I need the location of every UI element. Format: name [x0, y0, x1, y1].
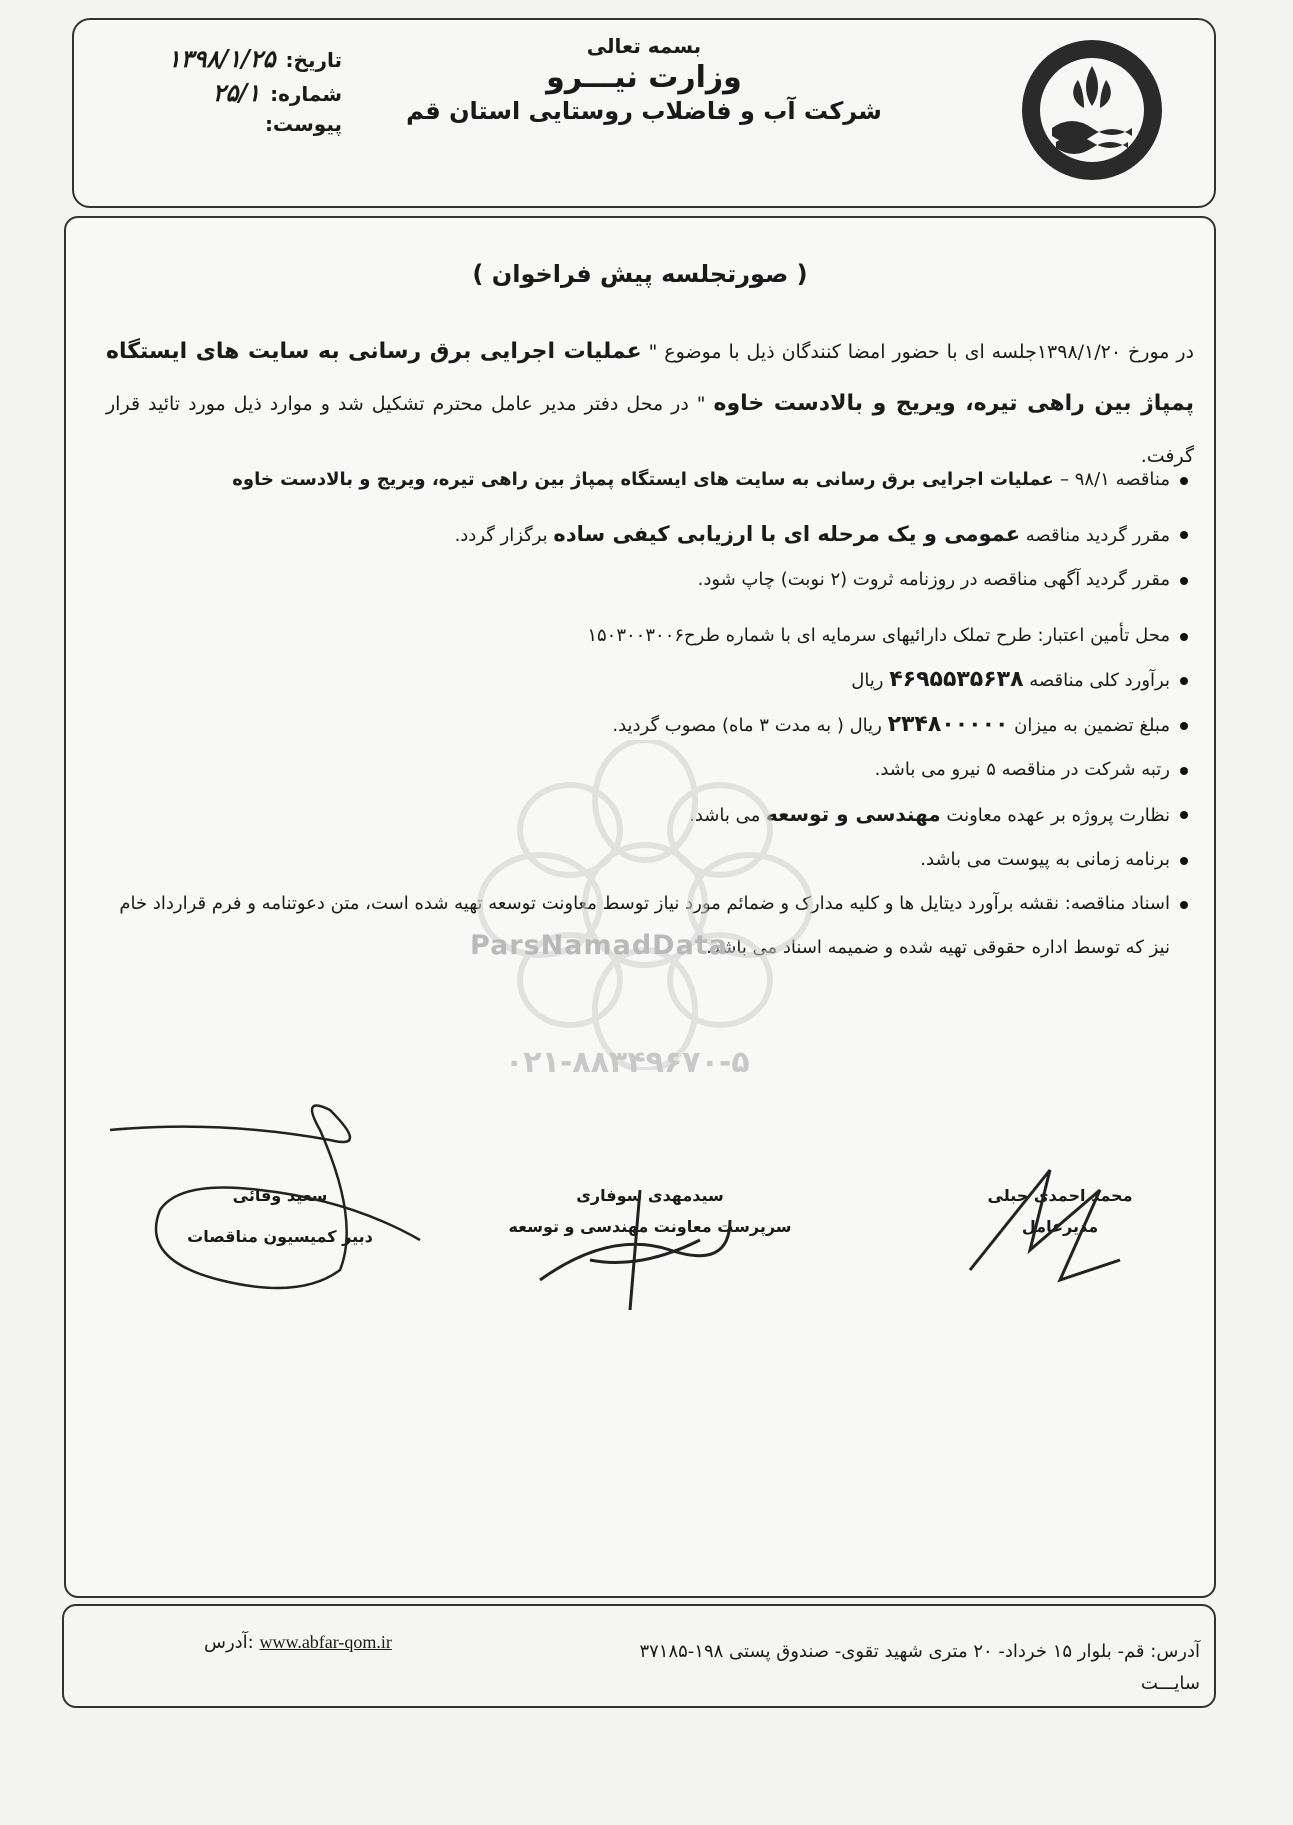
watermark-brand: ParsNamadData [470, 930, 728, 961]
supervision-prefix: نظارت پروژه بر عهده معاونت [946, 805, 1170, 826]
list-item-rank: رتبه شرکت در مناقصه ۵ نیرو می باشد. [106, 748, 1190, 792]
ministry-name: وزارت نیـــرو [546, 60, 742, 95]
letterhead [72, 18, 1216, 208]
list-item-type [106, 512, 1190, 558]
signatory-name: سیدمهدی سوفاری [576, 1186, 724, 1205]
number-label: شماره: [270, 82, 342, 106]
tender-text: عملیات اجرایی برق رسانی به سایت های ایستگاه پمپاژ بین راهی تیره، ویریج و بالادست خاوه [232, 469, 1054, 490]
footer [62, 1604, 1216, 1708]
footer-website [204, 1632, 392, 1653]
number-row [92, 78, 342, 112]
signatory-name: سعید وفائی [232, 1186, 328, 1205]
signature-secretary-scribble-icon [100, 1100, 430, 1300]
website-label: :آدرس [204, 1632, 254, 1653]
letter-meta [92, 44, 342, 146]
signatory-name: محمد احمدی جبلی [987, 1186, 1133, 1205]
list-item-schedule: برنامه زمانی به پیوست می باشد. [106, 838, 1190, 882]
signature-ceo-scribble-icon [940, 1150, 1140, 1300]
guarantee-value: ۲۳۴۸۰۰۰۰۰ [887, 712, 1009, 737]
intro-part1: در مورخ ۱۳۹۸/۱/۲۰جلسه ای با حضور امضا کنندگان ذیل با موضوع " [648, 341, 1194, 363]
footer-site-label: سایـــت [1140, 1673, 1200, 1694]
list-item-tender [106, 458, 1190, 502]
watermark-flower-icon [450, 740, 840, 1070]
estimate-prefix: برآورد کلی مناقصه [1029, 670, 1170, 691]
document-title: ( صورتجلسه پیش فراخوان ) [472, 260, 808, 288]
guarantee-suffix: ریال ( به مدت ۳ ماه) مصوب گردید. [612, 715, 882, 736]
date-row [92, 44, 342, 78]
type-suffix: برگزار گردد. [454, 525, 548, 546]
type-prefix: مقرر گردید مناقصه [1025, 525, 1170, 546]
number-value: ۲۵/۱ [212, 78, 261, 107]
supervision-bold: مهندسی و توسعه [765, 802, 941, 826]
list-item-ad: مقرر گردید آگهی مناقصه در روزنامه ثروت (۲ نوبت) چاپ شود. [106, 558, 1190, 602]
list-item-documents: اسناد مناقصه: نقشه برآورد دیتایل ها و کلیه مدارک و ضمائم مورد نیاز توسط معاونت توسعه تهیه شده است، متن دعوتنامه و فرم قرارداد خام نیز که توسط اداره حقوقی تهیه شده و ضمیمه اسناد می باشد. [106, 882, 1190, 970]
estimate-value: ۴۶۹۵۵۳۵۶۳۸ [889, 667, 1024, 692]
tender-prefix: مناقصه ۹۸/۱ – [1060, 469, 1170, 490]
basmala: بسمه تعالی [586, 34, 702, 58]
watermark-phone: ۰۲۱-۸۸۳۴۹۶۷۰-۵ [505, 1045, 750, 1080]
footer-address-block [500, 1636, 1200, 1700]
signatory-role: مدیرعامل [1021, 1217, 1099, 1236]
estimate-suffix: ریال [851, 670, 884, 691]
list-item-funding: محل تأمین اعتبار: طرح تملک دارائیهای سرمایه ای با شماره طرح۱۵۰۳۰۰۳۰۰۶ [106, 614, 1190, 658]
list-item-estimate [106, 658, 1190, 703]
attachment-label: پیوست: [264, 112, 342, 136]
guarantee-prefix: مبلغ تضمین به میزان [1014, 715, 1170, 736]
website-link[interactable]: www.abfar-qom.ir [259, 1632, 392, 1652]
supervision-suffix: می باشد. [689, 805, 761, 826]
signatory-role: دبیر کمیسیون مناقصات [187, 1227, 373, 1246]
date-label: تاریخ: [285, 48, 342, 72]
company-name: شرکت آب و فاضلاب روستایی استان قم [406, 97, 882, 125]
signature-deputy-scribble-icon [530, 1170, 750, 1310]
footer-address: آدرس: قم- بلوار ۱۵ خرداد- ۲۰ متری شهید تقوی- صندوق پستی ۱۹۸-۳۷۱۸۵ [639, 1641, 1200, 1662]
intro-part2: " در محل دفتر مدیر عامل محترم تشکیل شد و موارد ذیل مورد تائید قرار گرفت. [106, 393, 1194, 467]
attachment-row [92, 112, 342, 146]
date-value: ۱۳۹۸/۱/۲۵ [167, 44, 276, 73]
signatory-role: سرپرست معاونت مهندسی و توسعه [508, 1217, 792, 1236]
intro-subject: عملیات اجرایی برق رسانی به سایت های ایستگاه پمپاژ بین راهی تیره، ویریج و بالادست خاوه [106, 339, 1194, 416]
type-bold: عمومی و یک مرحله ای با ارزیابی کیفی ساده [553, 522, 1021, 546]
